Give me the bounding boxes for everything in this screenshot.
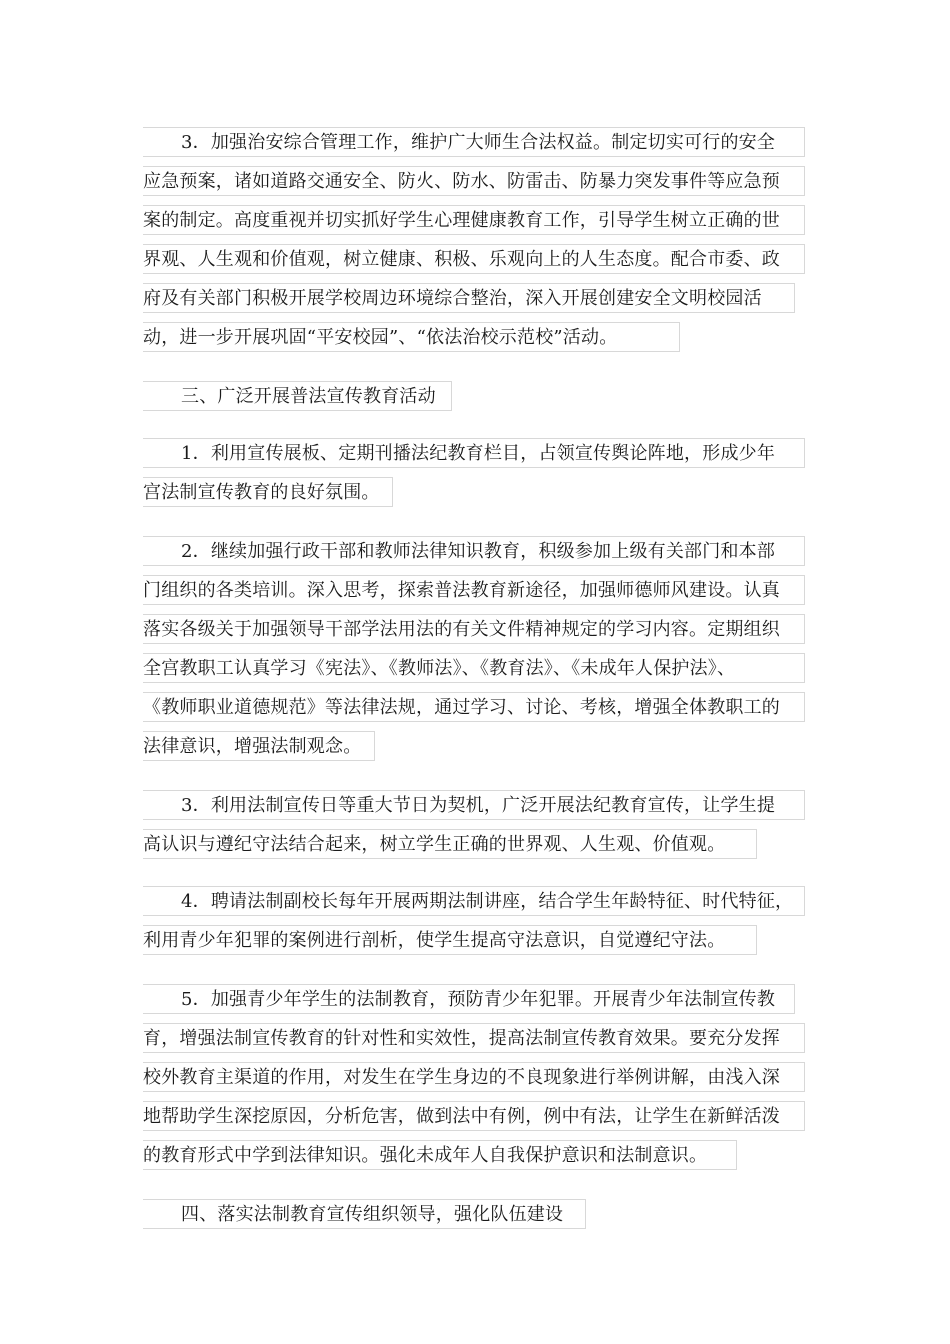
- section-heading: 四、落实法制教育宣传组织领导，强化队伍建设: [143, 1199, 586, 1229]
- paragraph-line: 1．利用宣传展板、定期刊播法纪教育栏目，占领宣传舆论阵地，形成少年: [143, 438, 805, 468]
- section-heading: 三、广泛开展普法宣传教育活动: [143, 381, 452, 411]
- paragraph-line: 宫法制宣传教育的良好氛围。: [143, 477, 393, 507]
- paragraph-line: 动，进一步开展巩固“平安校园”、“依法治校示范校”活动。: [143, 322, 680, 352]
- paragraph-line: 高认识与遵纪守法结合起来，树立学生正确的世界观、人生观、价值观。: [143, 829, 757, 859]
- paragraph-line: 的教育形式中学到法律知识。强化未成年人自我保护意识和法制意识。: [143, 1140, 737, 1170]
- paragraph-line: 应急预案，诸如道路交通安全、防火、防水、防雷击、防暴力突发事件等应急预: [143, 166, 805, 196]
- paragraph-line: 3．加强治安综合管理工作，维护广大师生合法权益。制定切实可行的安全: [143, 127, 805, 157]
- paragraph-line: 利用青少年犯罪的案例进行剖析，使学生提高守法意识，自觉遵纪守法。: [143, 925, 757, 955]
- paragraph-line: 法律意识，增强法制观念。: [143, 731, 375, 761]
- paragraph-line: 门组织的各类培训。深入思考，探索普法教育新途径，加强师德师风建设。认真: [143, 575, 805, 605]
- paragraph-line: 府及有关部门积极开展学校周边环境综合整治，深入开展创建安全文明校园活: [143, 283, 795, 313]
- paragraph-line: 育，增强法制宣传教育的针对性和实效性，提高法制宣传教育效果。要充分发挥: [143, 1023, 805, 1053]
- paragraph-line: 界观、人生观和价值观，树立健康、积极、乐观向上的人生态度。配合市委、政: [143, 244, 805, 274]
- paragraph-line: 2．继续加强行政干部和教师法律知识教育，积级参加上级有关部门和本部: [143, 536, 805, 566]
- paragraph-line: 地帮助学生深挖原因，分析危害，做到法中有例，例中有法，让学生在新鲜活泼: [143, 1101, 805, 1131]
- paragraph-line: 3．利用法制宣传日等重大节日为契机，广泛开展法纪教育宣传，让学生提: [143, 790, 805, 820]
- paragraph-line: 落实各级关于加强领导干部学法用法的有关文件精神规定的学习内容。定期组织: [143, 614, 805, 644]
- paragraph-line: 校外教育主渠道的作用，对发生在学生身边的不良现象进行举例讲解，由浅入深: [143, 1062, 805, 1092]
- paragraph-line: 全宫教职工认真学习《宪法》、《教师法》、《教育法》、《未成年人保护法》、: [143, 653, 805, 683]
- paragraph-line: 《教师职业道德规范》等法律法规，通过学习、讨论、考核，增强全体教职工的: [143, 692, 805, 722]
- paragraph-line: 案的制定。高度重视并切实抓好学生心理健康教育工作，引导学生树立正确的世: [143, 205, 805, 235]
- paragraph-line: 4．聘请法制副校长每年开展两期法制讲座，结合学生年龄特征、时代特征，: [143, 886, 805, 916]
- paragraph-line: 5．加强青少年学生的法制教育，预防青少年犯罪。开展青少年法制宣传教: [143, 984, 795, 1014]
